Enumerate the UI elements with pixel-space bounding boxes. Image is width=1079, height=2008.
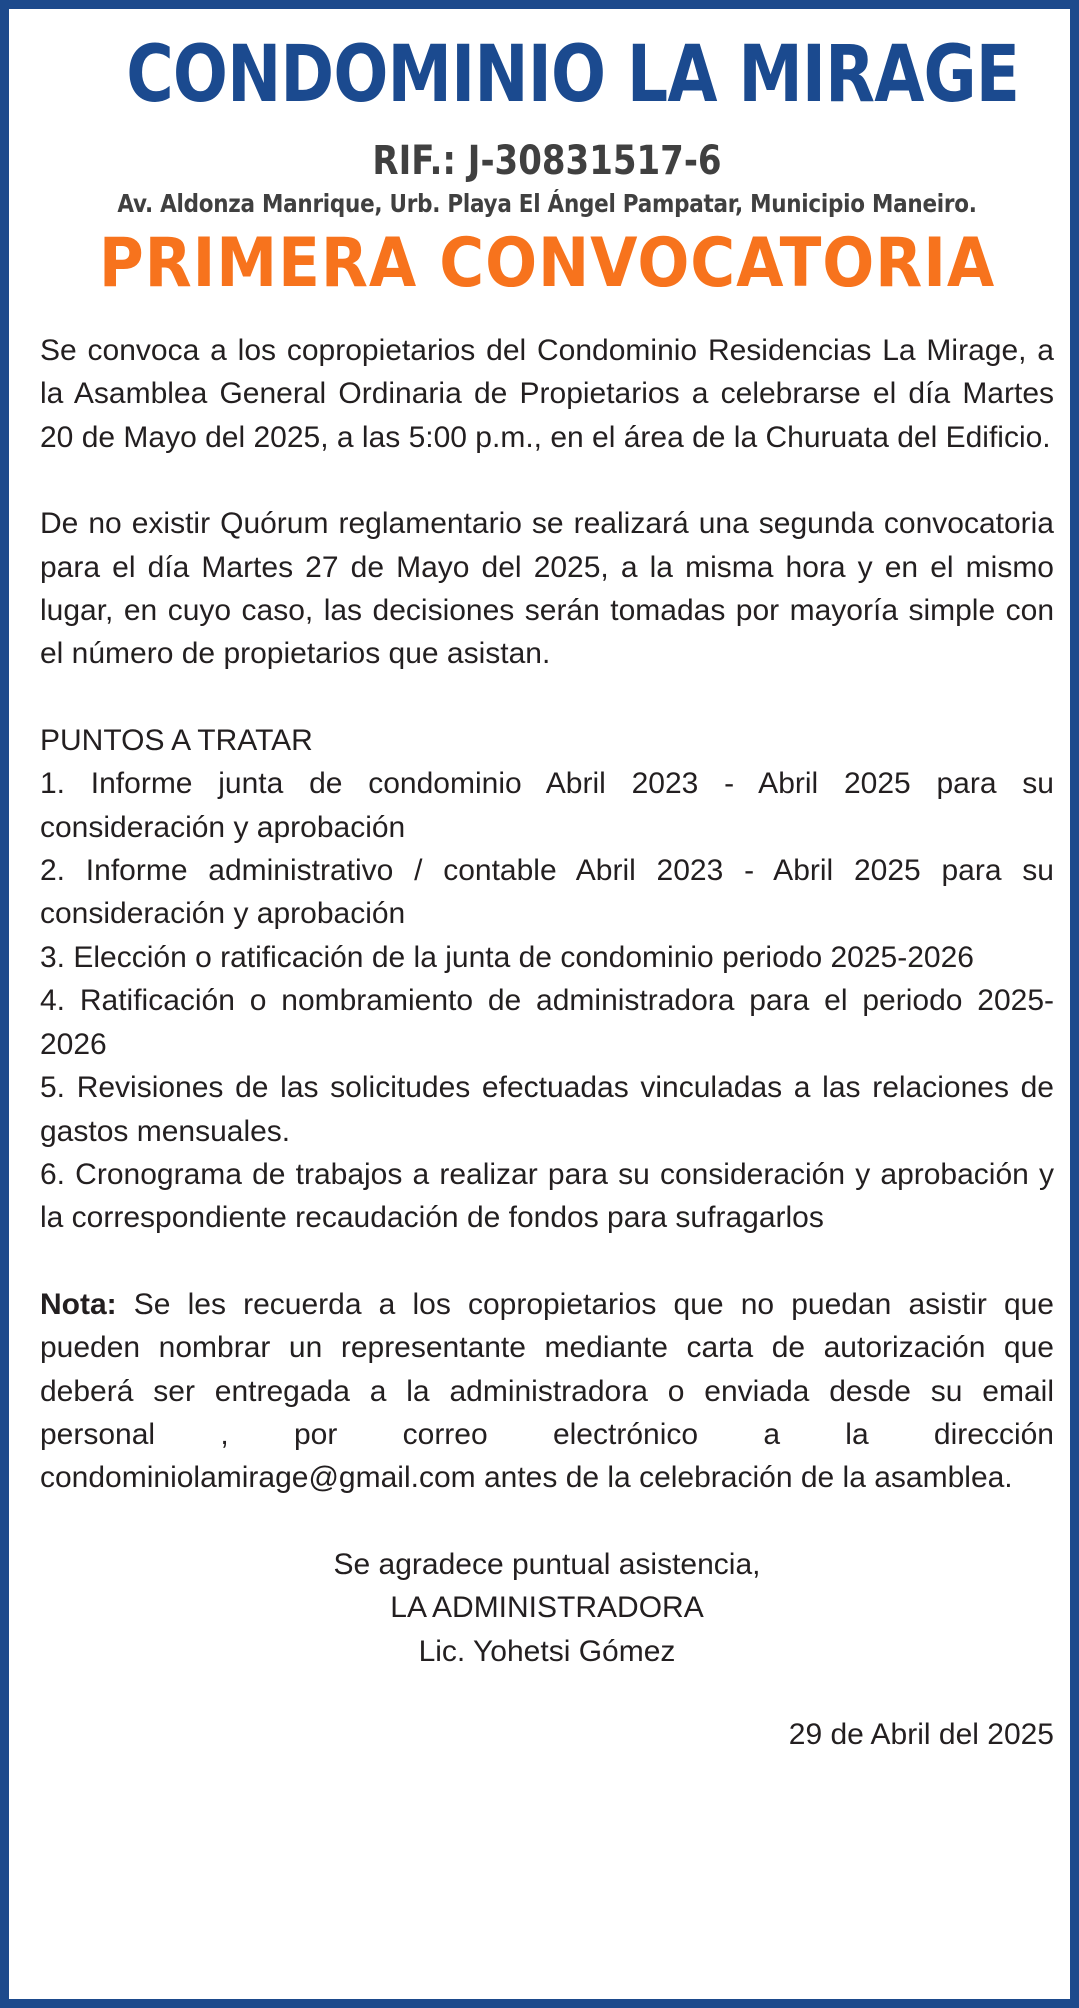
- agenda-point: 1. Informe junta de condominio Abril 2023 - Abril 2025 para su consideración y aprobación: [40, 767, 1054, 844]
- thanks-line: Se agradece puntual asistencia,: [333, 1547, 761, 1581]
- nota-label: Nota:: [40, 1287, 117, 1321]
- agenda-point: 4. Ratificación o nombramiento de administradora para el periodo 2025-2026: [40, 984, 1054, 1061]
- signer-role: LA ADMINISTRADORA: [390, 1591, 704, 1625]
- agenda-point: 3. Elección o ratificación de la junta de condominio periodo 2025-2026: [40, 940, 974, 974]
- spacer: [40, 1240, 1054, 1283]
- agenda-point: 5. Revisiones de las solicitudes efectuadas vinculadas a las relaciones de gastos mensuales.: [40, 1071, 1054, 1148]
- rif-number: RIF.: J-30831517-6: [372, 138, 722, 184]
- paragraph-second-call: De no existir Quórum reglamentario se realizará una segunda convocatoria para el día Martes 27 de Mayo del 2025, a la misma hora y en el mismo lugar, en cuyo caso, las decisiones serán tomadas por mayoría simple con el número de propietarios que asistan.: [40, 507, 1054, 671]
- agenda-point: 2. Informe administrativo / contable Abril 2023 - Abril 2025 para su consideración y aprobación: [40, 854, 1054, 931]
- notice-date: 29 de Abril del 2025: [788, 1717, 1054, 1751]
- convocatoria-heading: PRIMERA CONVOCATORIA: [98, 224, 996, 303]
- agenda-point: 6. Cronograma de trabajos a realizar para su consideración y aprobación y la correspondiente recaudación de fondos para sufragarlos: [40, 1157, 1054, 1235]
- nota-text: Se les recuerda a los copropietarios que no puedan asistir que pueden nombrar un representante mediante carta de autorización que deberá ser entregada a la administradora o enviada desde su email personal , por correo electrónico a la dirección condominiolamirage@gmail.com antes de la celebración de la asamblea.: [40, 1287, 1054, 1495]
- notice-content: [40, 25, 1054, 1756]
- address-line: Av. Aldonza Manrique, Urb. Playa El Ángel Pampatar, Municipio Maneiro.: [117, 189, 977, 218]
- nota-paragraph: [40, 1283, 1054, 1500]
- points-heading: PUNTOS A TRATAR: [40, 723, 313, 757]
- spacer: [40, 1500, 1054, 1543]
- paragraph-convocation: Se convoca a los copropietarios del Condominio Residencias La Mirage, a la Asamblea General Ordinaria de Propietarios a celebrarse el día Martes 20 de Mayo del 2025, a las 5:00 p.m., en el área de la Churuata del Edificio.: [40, 334, 1054, 454]
- notice-body: [40, 329, 1054, 1756]
- condominium-title: CONDOMINIO LA MIRAGE: [126, 30, 1020, 120]
- signer-name: Lic. Yohetsi Gómez: [418, 1634, 676, 1668]
- spacer: [40, 676, 1054, 719]
- spacer: [40, 459, 1054, 502]
